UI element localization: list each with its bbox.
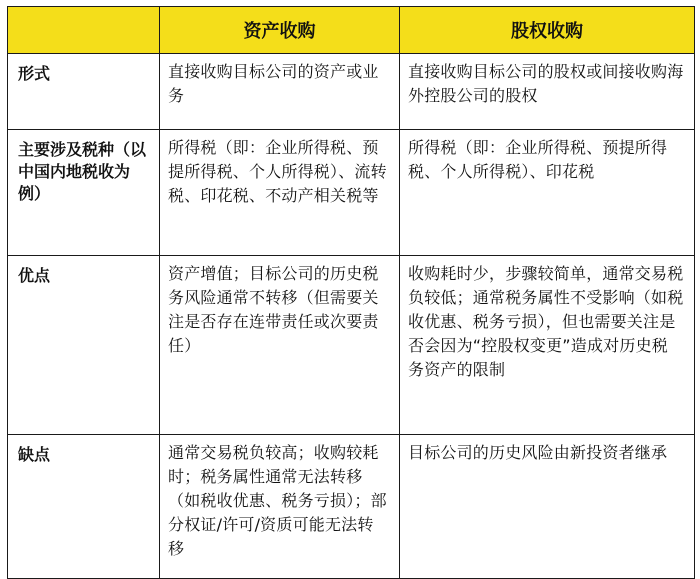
table-row-form	[8, 54, 695, 130]
asset-cell: 资产增值；目标公司的历史税务风险通常不转移（但需要关注是否存在连带责任或次要责任）	[160, 256, 400, 435]
asset-cell: 所得税（即：企业所得税、预提所得税、个人所得税）、流转税、印花税、不动产相关税等	[160, 130, 400, 256]
equity-cell: 收购耗时少，步骤较简单，通常交易税负较低；通常税务属性不受影响（如税收优惠、税务亏损），但也需要关注是否会因为“控股权变更”造成对历史税务资产的限制	[400, 256, 695, 435]
row-label: 优点	[8, 256, 160, 435]
header-row	[8, 7, 695, 54]
header-empty-cell	[8, 7, 160, 54]
comparison-table-wrapper	[7, 6, 695, 579]
table-row-disadvantages	[8, 435, 695, 579]
table-row-taxes	[8, 130, 695, 256]
row-label: 形式	[8, 54, 160, 130]
asset-cell: 直接收购目标公司的资产或业务	[160, 54, 400, 130]
equity-cell: 直接收购目标公司的股权或间接收购海外控股公司的股权	[400, 54, 695, 130]
row-label: 缺点	[8, 435, 160, 579]
equity-cell: 目标公司的历史风险由新投资者继承	[400, 435, 695, 579]
header-equity-acquisition: 股权收购	[400, 7, 695, 54]
asset-cell: 通常交易税负较高；收购较耗时；税务属性通常无法转移（如税收优惠、税务亏损）；部分权证/许可/资质可能无法转移	[160, 435, 400, 579]
row-label: 主要涉及税种（以中国内地税收为例）	[8, 130, 160, 256]
equity-cell: 所得税（即：企业所得税、预提所得税、个人所得税）、印花税	[400, 130, 695, 256]
table-header	[8, 7, 695, 54]
comparison-table	[7, 6, 695, 579]
table-row-advantages	[8, 256, 695, 435]
header-asset-acquisition: 资产收购	[160, 7, 400, 54]
